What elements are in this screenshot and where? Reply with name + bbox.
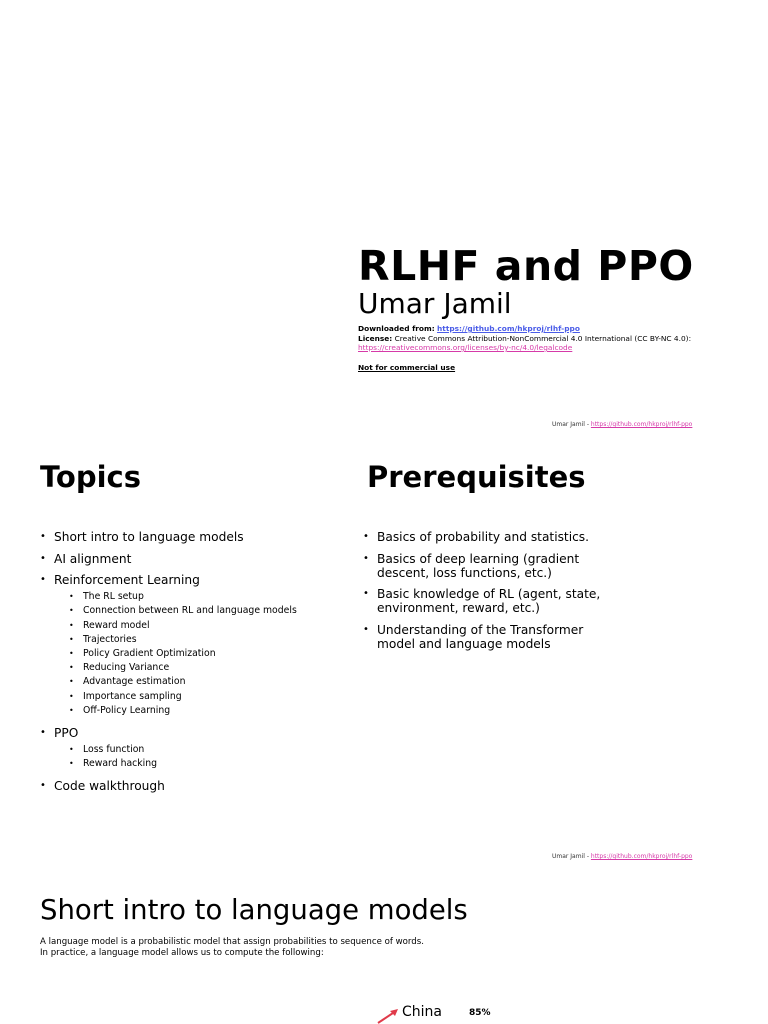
prerequisites-list [363,530,625,658]
downloaded-label: Downloaded from: [358,324,435,333]
prerequisite-item: • Understanding of the Transformer model and language models [363,623,625,651]
prerequisite-item: • Basic knowledge of RL (agent, state, environment, reward, etc.) [363,587,625,615]
slide-footer [552,421,692,428]
topic-label: PPO [54,725,79,740]
subtopic-item: • Loss function [54,743,340,757]
download-info [358,324,698,353]
topics-heading: Topics [40,460,142,494]
subtopic-item: • Connection between RL and language models [54,604,340,618]
repo-link[interactable]: https://github.com/hkproj/rlhf-ppo [437,324,580,333]
title-slide [0,0,768,432]
prerequisite-item: • Basics of deep learning (gradient descent, loss functions, etc.) [363,552,625,580]
topic-item [40,552,340,566]
subtopic-item: • Reward model [54,619,340,633]
intro-text [40,937,424,958]
license-link[interactable]: https://creativecommons.org/licenses/by-nc/4.0/legalcode [358,343,573,352]
license-label: License: [358,333,393,343]
subtopic-list [54,743,340,771]
topic-label: Reinforcement Learning [54,573,200,588]
subtopic-item: • The RL setup [54,590,340,604]
intro-line-2: In practice, a language model allows us to compute the following: [40,947,324,958]
footer-link[interactable]: https://github.com/hkproj/rlhf-ppo [590,853,693,860]
prediction-word: China [402,1004,442,1020]
topics-list [40,530,340,800]
subtopic-item: • Advantage estimation [54,675,340,689]
intro-heading: Short intro to language models [40,894,468,926]
intro-line-1: A language model is a probabilistic model that assign probabilities to sequence of words. [40,937,424,947]
topic-label: Short intro to language models [54,530,244,544]
subtopic-item: • Policy Gradient Optimization [54,647,340,661]
subtopic-list [54,590,340,718]
subtopic-item: • Trajectories [54,633,340,647]
topic-item [40,530,340,544]
prerequisite-item: • Basics of probability and statistics. [363,530,625,544]
topic-item [40,726,340,771]
topics-slide [0,432,768,864]
subtopic-item: • Off-Policy Learning [54,704,340,718]
prediction-probability: 85% [469,1008,491,1018]
license-text: Creative Commons Attribution-NonCommercial 4.0 International (CC BY-NC 4.0): [394,333,692,343]
footer-author: Umar Jamil - [552,421,591,428]
topic-label: Code walkthrough [54,778,165,793]
subtopic-item: • Reward hacking [54,757,340,771]
downloaded-line [358,324,698,334]
topic-item [40,779,340,793]
not-commercial-note: Not for commercial use [358,363,456,372]
license-link-line [358,343,698,353]
intro-slide [0,864,768,1024]
footer-author: Umar Jamil - [552,853,591,860]
footer-link[interactable]: https://github.com/hkproj/rlhf-ppo [590,421,693,428]
subtopic-item: • Reducing Variance [54,661,340,675]
topic-item [40,573,340,718]
prerequisites-heading: Prerequisites [367,460,586,494]
prediction-arrow-icon [376,1006,400,1024]
slide-footer [552,853,692,860]
license-line [358,334,698,344]
author-name: Umar Jamil [358,287,512,320]
topic-label: AI alignment [54,551,132,566]
subtopic-item: • Importance sampling [54,690,340,704]
presentation-title: RLHF and PPO [358,242,694,290]
